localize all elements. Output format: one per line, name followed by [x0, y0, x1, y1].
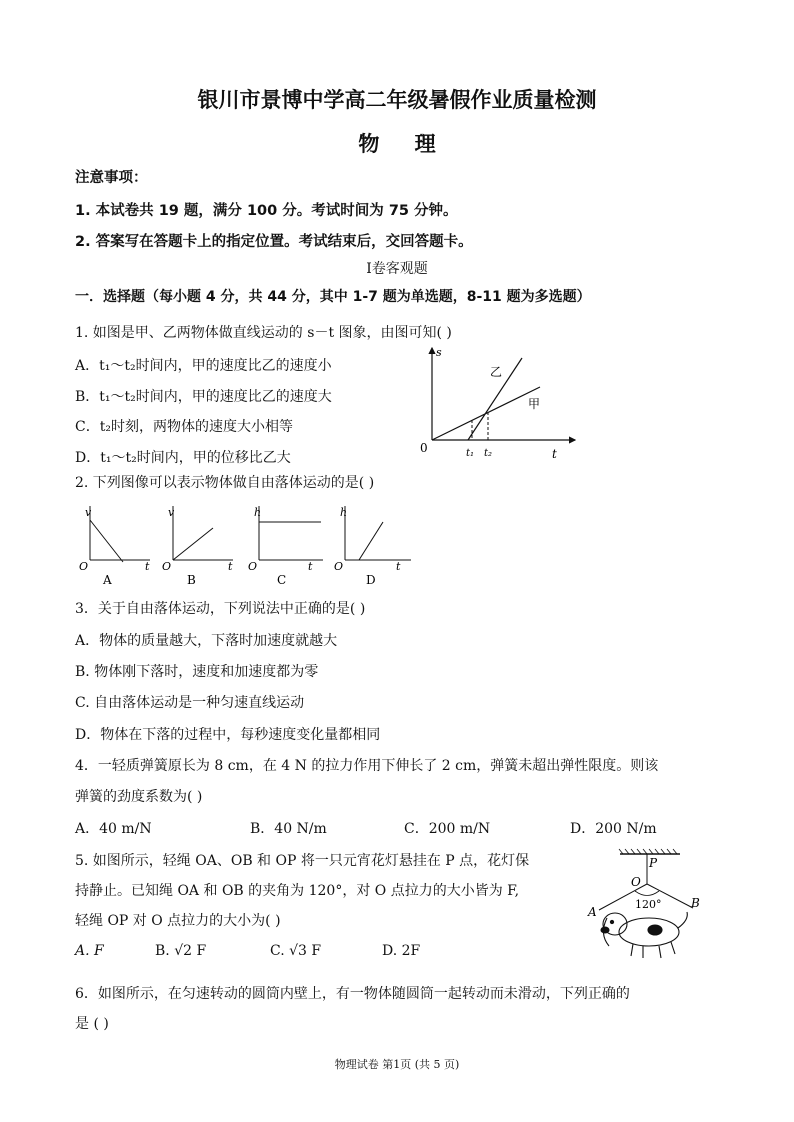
q1-origin: 0: [420, 441, 428, 455]
svg-text:A: A: [103, 573, 112, 587]
q5-label-p: P: [649, 856, 658, 870]
svg-text:v: v: [168, 506, 175, 519]
q1-st-graph: [410, 342, 580, 464]
notes-item-1: 1. 本试卷共 19 题，满分 100 分。考试时间为 75 分钟。: [75, 203, 458, 219]
notes-heading: 注意事项：: [75, 170, 148, 186]
q1-stem: 1. 如图是甲、乙两物体做直线运动的 s－t 图象，由图可知( ): [75, 325, 452, 341]
q2-graph-b: [162, 506, 233, 587]
q3-stem: 3．关于自由落体运动，下列说法中正确的是( ): [75, 601, 366, 617]
q5-option-a: A. F: [75, 943, 104, 959]
q5-line-2: 持静止。已知绳 OA 和 OB 的夹角为 120°，对 O 点拉力的大小皆为 F,: [75, 883, 520, 899]
q2-graph-d: [334, 506, 411, 587]
q4-option-c: C．200 m/N: [404, 821, 491, 837]
svg-text:v: v: [85, 506, 92, 519]
q5-line-1: 5. 如图所示，轻绳 OA、OB 和 OP 将一只元宵花灯悬挂在 P 点，花灯保: [75, 853, 530, 869]
page-footer: 物理试卷 第1页 (共 5 页): [334, 1058, 460, 1071]
q1-option-c: C．t₂时刻，两物体的速度大小相等: [75, 419, 293, 435]
q1-label-yi: 乙: [490, 365, 503, 379]
exam-title: 银川市景博中学高二年级暑假作业质量检测: [197, 88, 597, 112]
q5-label-o: O: [631, 875, 641, 889]
svg-text:D: D: [366, 573, 376, 587]
q1-option-d: D．t₁～t₂时间内，甲的位移比乙大: [75, 450, 291, 466]
q5-line-3: 轻绳 OP 对 O 点拉力的大小为( ): [75, 913, 281, 929]
q4-option-d: D．200 N/m: [570, 821, 657, 837]
q1-option-b: B．t₁～t₂时间内，甲的速度比乙的速度大: [75, 389, 332, 405]
q5-label-b: B: [691, 896, 700, 910]
q4-line-1: 4．一轻质弹簧原长为 8 cm，在 4 N 的拉力作用下伸长了 2 cm，弹簧未超出弹性限度。则该: [75, 758, 659, 774]
svg-text:t: t: [396, 560, 401, 573]
svg-text:O: O: [334, 560, 344, 573]
q1-t2-label: t₂: [484, 448, 493, 459]
svg-text:t: t: [145, 560, 150, 573]
q4-option-a: A．40 m/N: [75, 821, 152, 837]
q6-line-2: 是 ( ): [75, 1016, 109, 1032]
subject-title: 物 理: [358, 132, 450, 156]
q3-option-c: C. 自由落体运动是一种匀速直线运动: [75, 695, 305, 711]
svg-text:t: t: [228, 560, 233, 573]
q5-lantern-figure: [585, 846, 715, 964]
q3-option-b: B. 物体刚下落时，速度和加速度都为零: [75, 664, 319, 680]
svg-text:O: O: [79, 560, 89, 573]
q1-s-label: s: [436, 346, 442, 359]
svg-text:O: O: [162, 560, 172, 573]
svg-text:h: h: [340, 506, 348, 519]
q5-angle-arc: [635, 891, 659, 896]
q1-t-label: t: [552, 447, 557, 461]
q4-option-b: B．40 N/m: [250, 821, 327, 837]
svg-text:O: O: [248, 560, 258, 573]
q5-angle-label: 120°: [635, 898, 662, 911]
q5-label-a: A: [588, 905, 597, 919]
q4-line-2: 弹簧的劲度系数为( ): [75, 789, 203, 805]
svg-text:h: h: [254, 506, 262, 519]
q1-label-jia: 甲: [528, 397, 541, 411]
q2-stem: 2. 下列图像可以表示物体做自由落体运动的是( ): [75, 475, 375, 491]
part1-label: Ⅰ卷客观题: [366, 261, 428, 277]
q1-t1-label: t₁: [466, 448, 475, 459]
q2-graphs: [75, 500, 415, 590]
svg-text:C: C: [277, 573, 287, 587]
q2-graph-c: [248, 506, 323, 587]
q5-option-b: B. √2 F: [155, 943, 207, 959]
q5-option-d: D. 2F: [382, 943, 421, 959]
q1-option-a: A．t₁～t₂时间内，甲的速度比乙的速度小: [75, 358, 332, 374]
svg-text:t: t: [308, 560, 313, 573]
q5-dog-lantern: [601, 912, 687, 958]
q6-line-1: 6．如图所示，在匀速转动的圆筒内壁上，有一物体随圆筒一起转动而未滑动，下列正确的: [75, 986, 630, 1002]
q3-option-a: A．物体的质量越大，下落时加速度就越大: [75, 633, 338, 649]
svg-text:B: B: [187, 573, 196, 587]
q2-graph-a: [79, 506, 150, 587]
notes-item-2: 2. 答案写在答题卡上的指定位置。考试结束后，交回答题卡。: [75, 234, 473, 250]
q3-option-d: D．物体在下落的过程中，每秒速度变化量都相同: [75, 727, 381, 743]
section-heading: 一．选择题（每小题 4 分，共 44 分，其中 1-7 题为单选题，8-11 题为多选题）: [75, 289, 591, 305]
q5-option-c: C. √3 F: [270, 943, 322, 959]
